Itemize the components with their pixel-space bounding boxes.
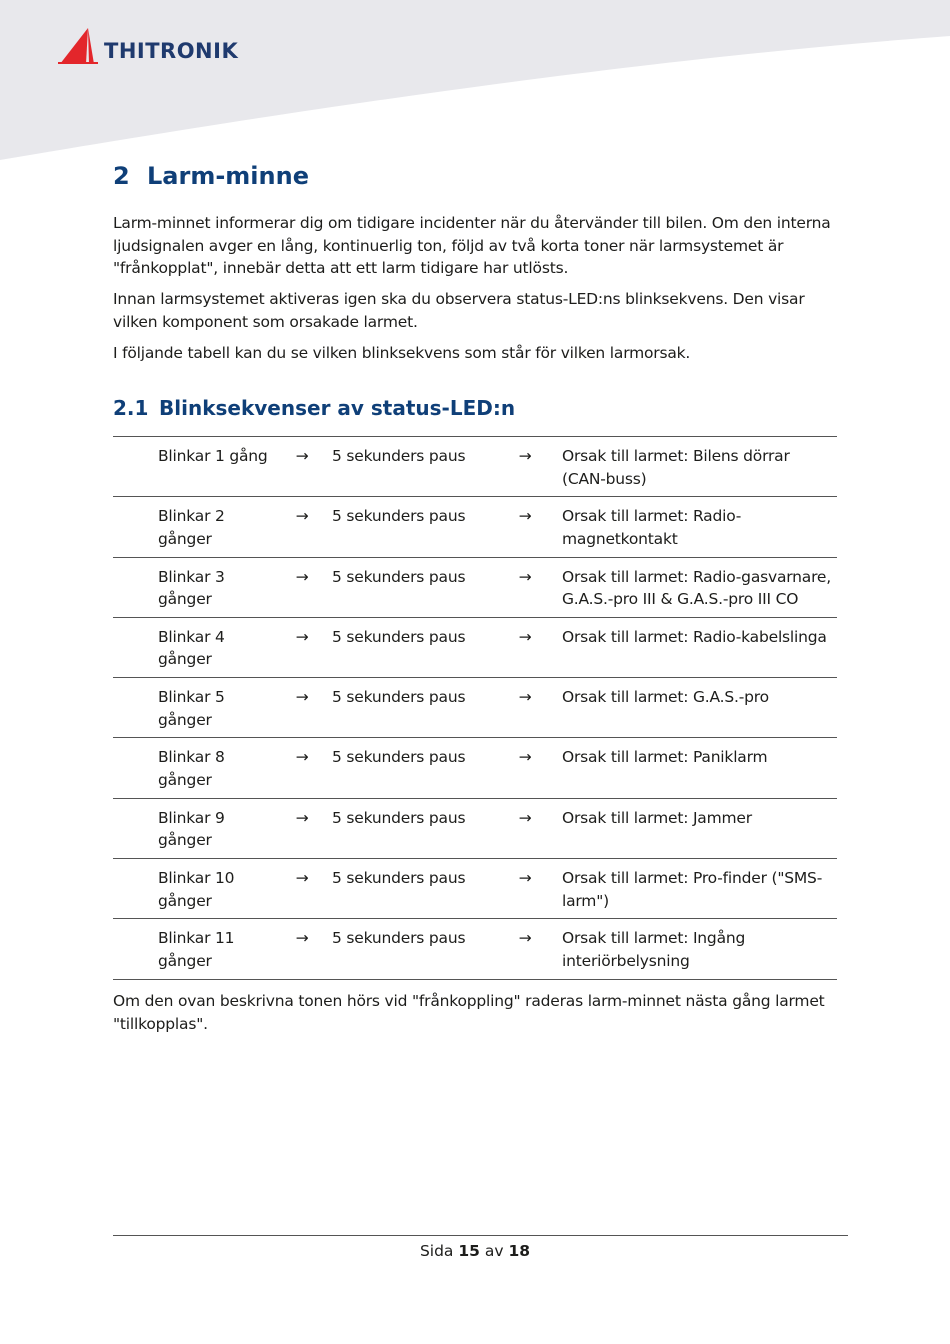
blink-count-cell: Blinkar 9 gånger (158, 808, 225, 850)
alarm-cause-cell: Orsak till larmet: Pro-finder ("SMS-larm") (562, 869, 823, 910)
pause-cell: 5 sekunders paus (332, 748, 466, 767)
pause-cell: 5 sekunders paus (332, 567, 466, 586)
logo-text: THITRONIK (104, 39, 239, 63)
thitronik-logo (58, 26, 238, 66)
alarm-cause-cell: Orsak till larmet: Paniklarm (562, 748, 768, 767)
blink-count-cell: Blinkar 10 gånger (158, 869, 235, 910)
table-row (113, 919, 837, 979)
arrow-right-icon: → (518, 748, 532, 767)
arrow-right-icon: → (295, 929, 309, 948)
table-row (113, 859, 837, 919)
table-row (113, 738, 837, 798)
logo-sail-icon (58, 26, 100, 66)
table-row (113, 678, 837, 738)
intro-paragraph-1: Larm-minnet informerar dig om tidigare incidenter när du återvänder till bilen. Om den interna ljudsignalen avger en lång, kontinuerlig ton, följd av två korta toner när larmsystemet är "frånkopplat", innebär detta att ett larm tidigare har utlösts. (113, 214, 831, 277)
intro-paragraph-2: Innan larmsystemet aktiveras igen ska du observera status-LED:ns blinksekvens. Den visar vilken komponent som orsakade larmet. (113, 290, 805, 331)
blink-count-cell: Blinkar 1 gång (158, 447, 268, 465)
table-row (113, 497, 837, 557)
blink-count-cell: Blinkar 8 gånger (158, 748, 225, 789)
section-number: 2 (113, 162, 130, 190)
alarm-cause-cell: Orsak till larmet: Radio-gasvarnare, G.A.S.-pro III & G.A.S.-pro III CO (562, 567, 831, 609)
table-row (113, 558, 837, 618)
alarm-cause-cell: Orsak till larmet: G.A.S.-pro (562, 688, 769, 707)
table-row (113, 799, 837, 859)
arrow-right-icon: → (295, 869, 309, 888)
of-word: av (484, 1242, 504, 1260)
intro-paragraph-3: I följande tabell kan du se vilken blinksekvens som står för vilken larmorsak. (113, 344, 691, 362)
table-row (113, 618, 837, 678)
arrow-right-icon: → (295, 567, 309, 586)
blink-count-cell: Blinkar 4 gånger (158, 627, 225, 669)
arrow-right-icon: → (295, 507, 309, 526)
pause-cell: 5 sekunders paus (332, 929, 466, 948)
page-word: Sida (419, 1242, 454, 1260)
subsection-heading (113, 394, 515, 422)
alarm-cause-cell: Orsak till larmet: Jammer (562, 808, 752, 827)
arrow-right-icon: → (518, 447, 532, 465)
arrow-right-icon: → (295, 447, 309, 465)
pause-cell: 5 sekunders paus (332, 688, 466, 707)
pause-cell: 5 sekunders paus (332, 447, 466, 465)
pause-cell: 5 sekunders paus (332, 627, 466, 646)
page-footer (0, 1240, 950, 1262)
arrow-right-icon: → (518, 567, 532, 586)
section-heading (113, 160, 309, 192)
arrow-right-icon: → (518, 688, 532, 707)
arrow-right-icon: → (518, 507, 532, 526)
arrow-right-icon: → (295, 808, 309, 827)
alarm-cause-cell: Orsak till larmet: Radio-kabelslinga (562, 627, 827, 646)
pause-cell: 5 sekunders paus (332, 808, 466, 827)
blink-count-cell: Blinkar 3 gånger (158, 567, 225, 609)
blink-count-cell: Blinkar 11 gånger (158, 929, 235, 970)
subsection-title: Blinksekvenser av status-LED:n (159, 396, 516, 420)
after-table-paragraph: Om den ovan beskrivna tonen hörs vid "frånkoppling" raderas larm-minnet nästa gång larmet "tillkopplas". (113, 992, 825, 1033)
footer-divider (113, 1235, 848, 1236)
section-title: Larm-minne (147, 162, 309, 190)
table-row (113, 437, 837, 497)
alarm-cause-cell: Orsak till larmet: Radio-magnetkontakt (562, 507, 742, 548)
arrow-right-icon: → (295, 748, 309, 767)
pause-cell: 5 sekunders paus (332, 507, 466, 526)
pause-cell: 5 sekunders paus (332, 869, 466, 888)
blink-count-cell: Blinkar 2 gånger (158, 507, 225, 548)
blink-sequence-table (113, 436, 837, 980)
arrow-right-icon: → (518, 627, 532, 646)
arrow-right-icon: → (518, 929, 532, 948)
blink-count-cell: Blinkar 5 gånger (158, 688, 225, 729)
page-total: 18 (508, 1242, 531, 1260)
arrow-right-icon: → (295, 688, 309, 707)
subsection-number: 2.1 (113, 396, 149, 420)
page-current: 15 (458, 1242, 480, 1260)
arrow-right-icon: → (518, 869, 532, 888)
alarm-cause-cell: Orsak till larmet: Bilens dörrar (CAN-buss) (562, 447, 790, 488)
arrow-right-icon: → (518, 808, 532, 827)
arrow-right-icon: → (295, 627, 309, 646)
alarm-cause-cell: Orsak till larmet: Ingång interiörbelysning (562, 929, 746, 970)
